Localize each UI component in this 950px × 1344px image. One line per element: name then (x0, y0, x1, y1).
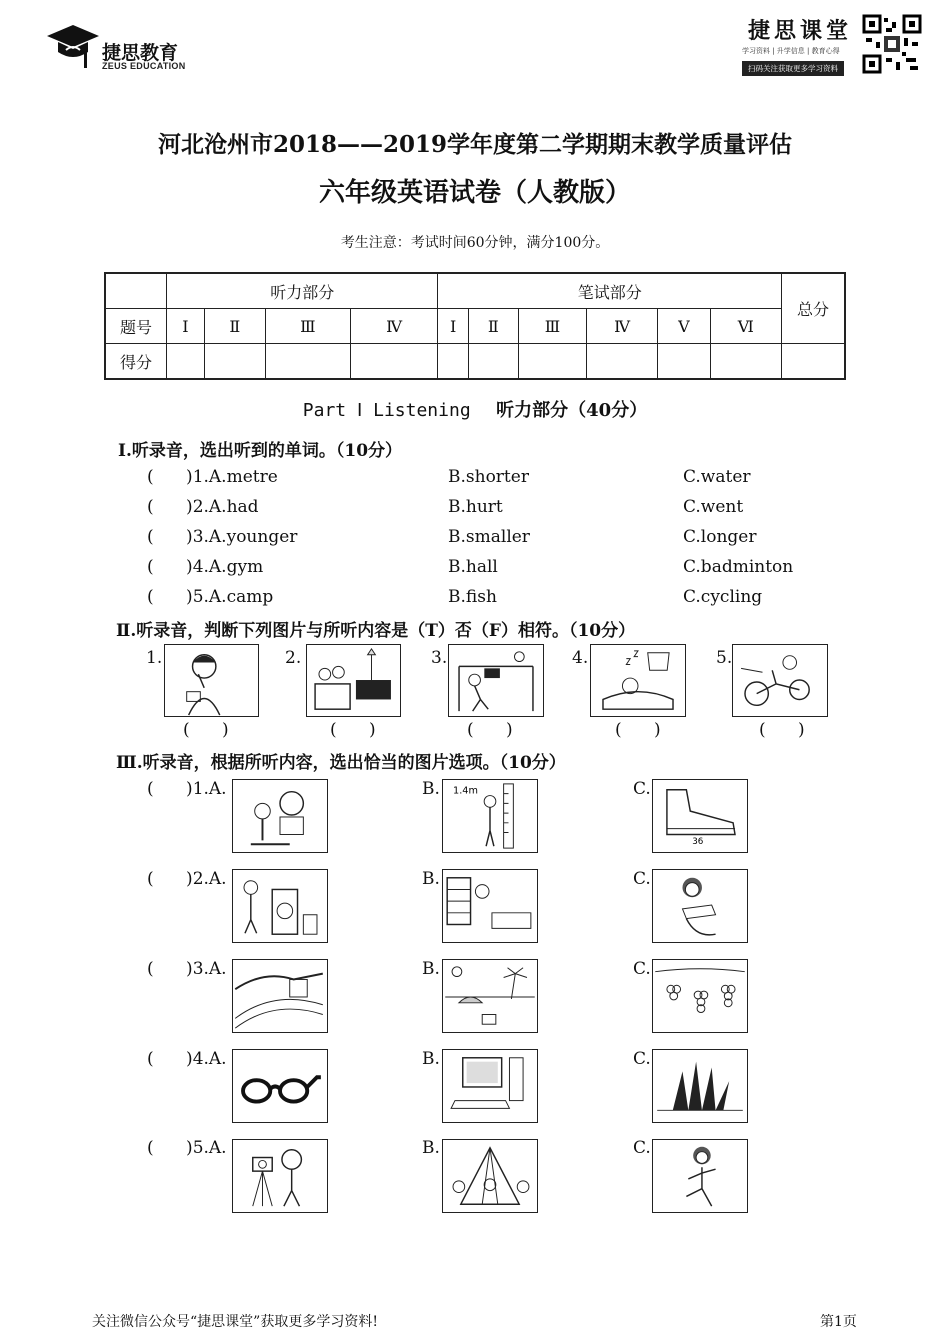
beach-picture (442, 959, 538, 1033)
qr-code-icon[interactable] (862, 14, 922, 74)
s3-row3-a-label: ( )3.A. (147, 959, 227, 979)
s3-row3-b-label: B. (422, 959, 440, 979)
boy-sick-picture (164, 644, 259, 717)
col-l1: Ⅰ (167, 309, 205, 344)
shoe-size-label: 36 (692, 837, 704, 848)
s1-item3-a: ( )3.A.younger (147, 527, 298, 547)
score-cell[interactable] (350, 344, 438, 380)
shoe-picture (652, 779, 748, 853)
s1-item1-a: ( )1.A.metre (147, 467, 278, 487)
cycling-picture (732, 644, 828, 717)
camping-tent-picture (442, 1139, 538, 1213)
s2-blank3[interactable]: ( ) (467, 720, 513, 740)
footer-note: 关注微信公众号“捷思课堂”获取更多学习资料! (92, 1314, 378, 1330)
height-label: 1.4m (453, 785, 478, 797)
score-cell[interactable] (265, 344, 350, 380)
zeus-logo (44, 22, 204, 74)
exam-subtitle: 六年级英语试卷（人教版） (318, 178, 631, 208)
s1-item1-c: C.water (683, 467, 751, 487)
s1-item1-b: B.shorter (448, 467, 529, 487)
score-cell[interactable] (658, 344, 710, 380)
col-l4: Ⅳ (350, 309, 438, 344)
row-label-score: 得分 (105, 344, 167, 380)
s1-item4-a: ( )4.A.gym (147, 557, 264, 577)
laundry-picture (232, 869, 328, 943)
height-chart-picture (442, 779, 538, 853)
graduation-cap-icon (44, 22, 102, 72)
part-heading (0, 396, 950, 422)
col-l2: Ⅱ (204, 309, 265, 344)
page-number: 第1页 (820, 1314, 857, 1330)
s3-row1-c-label: C. (633, 779, 651, 799)
s3-row1-a-label: ( )1.A. (147, 779, 227, 799)
exam-notice: 考生注意：考试时间60分钟，满分100分。 (340, 235, 610, 251)
writing-header: 笔试部分 (438, 273, 782, 309)
s3-row5-a-label: ( )5.A. (147, 1138, 227, 1158)
family-tv-picture (306, 644, 401, 717)
score-cell[interactable] (438, 344, 469, 380)
s2-num4: 4. (572, 648, 589, 668)
s3-row4-a-label: ( )4.A. (147, 1049, 227, 1069)
s3-row3-c-label: C. (633, 959, 651, 979)
s1-item3-c: C.longer (683, 527, 757, 547)
clean-room-picture (442, 869, 538, 943)
section3-heading: Ⅲ.听录音，根据所听内容，选出恰当的图片选项。（10分） (116, 753, 566, 773)
col-w2: Ⅱ (469, 309, 519, 344)
brand-title: 捷思课堂 (748, 18, 853, 44)
score-cell[interactable] (469, 344, 519, 380)
listening-header: 听力部分 (167, 273, 438, 309)
exam-title: 河北沧州市2018——2019学年度第二学期期末教学质量评估 (157, 131, 793, 158)
great-wall-picture (232, 959, 328, 1033)
s3-row4-c-label: C. (633, 1049, 651, 1069)
part-heading-zh: 听力部分（40分） (496, 400, 648, 421)
s2-num3: 3. (431, 648, 448, 668)
computer-picture (442, 1049, 538, 1123)
col-w4: Ⅳ (587, 309, 658, 344)
s2-blank4[interactable]: ( ) (615, 720, 661, 740)
boy-on-scale-picture (232, 779, 328, 853)
photographer-picture (232, 1139, 328, 1213)
s2-num2: 2. (285, 648, 302, 668)
s1-item5-b: B.fish (448, 587, 497, 607)
s3-row5-b-label: B. (422, 1138, 440, 1158)
col-w1: Ⅰ (438, 309, 469, 344)
s1-item2-b: B.hurt (448, 497, 503, 517)
score-table (104, 272, 846, 380)
total-header: 总分 (782, 273, 846, 344)
score-cell[interactable] (782, 344, 846, 380)
s2-num5: 5. (716, 648, 733, 668)
badminton-picture (448, 644, 544, 717)
grass-plant-picture (652, 1049, 748, 1123)
s1-item2-a: ( )2.A.had (147, 497, 259, 517)
blank-cell (105, 273, 167, 309)
score-cell[interactable] (167, 344, 205, 380)
s2-blank1[interactable]: ( ) (183, 720, 229, 740)
col-l3: Ⅲ (265, 309, 350, 344)
s3-row2-b-label: B. (422, 869, 440, 889)
score-cell[interactable] (518, 344, 587, 380)
sleeping-picture (590, 644, 686, 717)
s2-blank2[interactable]: ( ) (330, 720, 376, 740)
s1-item3-b: B.smaller (448, 527, 530, 547)
logo-name: 捷思教育 (102, 42, 179, 64)
brand-tags: 学习资料 | 升学信息 | 教育心得 (742, 47, 840, 55)
s3-row2-c-label: C. (633, 869, 651, 889)
s3-row2-a-label: ( )2.A. (147, 869, 227, 889)
s1-item2-c: C.went (683, 497, 744, 517)
s1-item4-c: C.badminton (683, 557, 794, 577)
s3-row5-c-label: C. (633, 1138, 651, 1158)
s2-blank5[interactable]: ( ) (759, 720, 805, 740)
brand-bar: 扫码关注获取更多学习资料 (742, 61, 844, 76)
score-cell[interactable] (204, 344, 265, 380)
score-cell[interactable] (587, 344, 658, 380)
s2-num1: 1. (146, 648, 163, 668)
col-w3: Ⅲ (518, 309, 587, 344)
part-heading-en: Part Ⅰ Listening (302, 400, 471, 421)
score-cell[interactable] (710, 344, 781, 380)
glasses-picture (232, 1049, 328, 1123)
girl-running-picture (652, 1139, 748, 1213)
s3-row4-b-label: B. (422, 1049, 440, 1069)
section1-heading: Ⅰ.听录音，选出听到的单词。（10分） (118, 441, 403, 461)
grapes-picture (652, 959, 748, 1033)
s1-item5-a: ( )5.A.camp (147, 587, 274, 607)
row-label-num: 题号 (105, 309, 167, 344)
col-w5: Ⅴ (658, 309, 710, 344)
s1-item5-c: C.cycling (683, 587, 763, 607)
s1-item4-b: B.hall (448, 557, 498, 577)
col-w6: Ⅵ (710, 309, 781, 344)
logo-sub: ZEUS EDUCATION (102, 61, 186, 71)
girl-reading-picture (652, 869, 748, 943)
s3-row1-b-label: B. (422, 779, 440, 799)
section2-heading: Ⅱ.听录音，判断下列图片与所听内容是（T）否（F）相符。（10分） (116, 621, 636, 641)
